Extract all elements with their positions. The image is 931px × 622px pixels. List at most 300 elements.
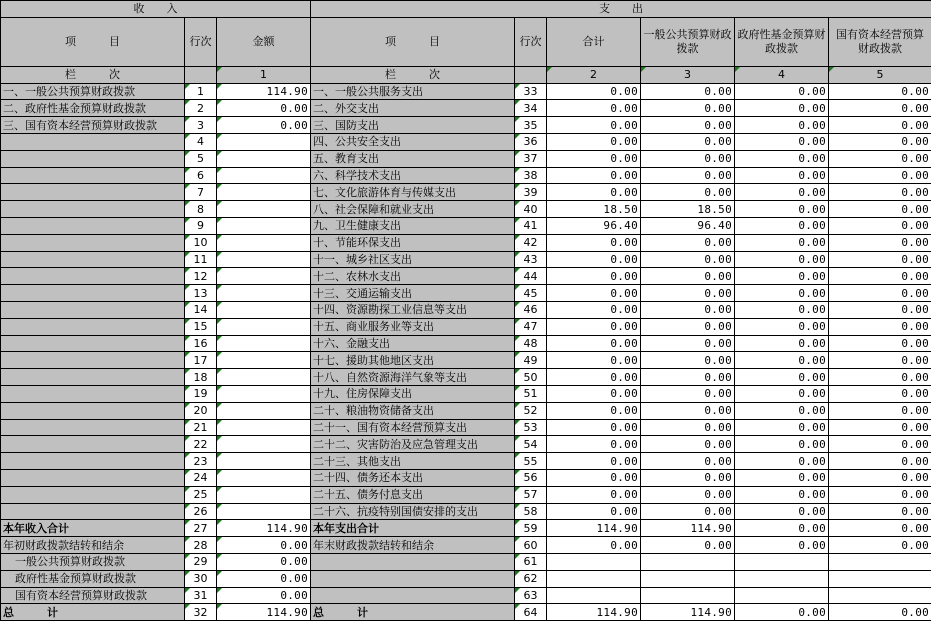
table-row xyxy=(1,570,931,587)
expense-state[interactable]: 0.00 xyxy=(829,251,931,268)
table-row xyxy=(1,352,931,369)
expense-total[interactable]: 0.00 xyxy=(547,133,641,150)
expense-state[interactable]: 0.00 xyxy=(829,268,931,285)
expense-state[interactable]: 0.00 xyxy=(829,301,931,318)
table-row xyxy=(1,537,931,554)
income-line-no: 13 xyxy=(185,285,217,302)
expense-fund[interactable]: 0.00 xyxy=(735,117,829,134)
income-amount[interactable] xyxy=(217,201,311,218)
expense-fund[interactable]: 0.00 xyxy=(735,150,829,167)
table-row xyxy=(1,184,931,201)
expense-fund[interactable]: 0.00 xyxy=(735,268,829,285)
expense-label: 五、教育支出 xyxy=(311,150,515,167)
column-index-row xyxy=(1,66,931,83)
income-amount[interactable] xyxy=(217,167,311,184)
income-line-no: 16 xyxy=(185,335,217,352)
expense-state[interactable]: 0.00 xyxy=(829,201,931,218)
expense-label xyxy=(311,570,515,587)
expense-state[interactable]: 0.00 xyxy=(829,100,931,117)
expense-general[interactable]: 0.00 xyxy=(641,352,735,369)
income-amount[interactable]: 0.00 xyxy=(217,570,311,587)
expense-line-no: 39 xyxy=(515,184,547,201)
income-label xyxy=(1,385,185,402)
income-amount[interactable]: 0.00 xyxy=(217,537,311,554)
income-line-no: 27 xyxy=(185,520,217,537)
income-label xyxy=(1,469,185,486)
expense-label: 六、科学技术支出 xyxy=(311,167,515,184)
income-label xyxy=(1,167,185,184)
expense-total[interactable]: 0.00 xyxy=(547,469,641,486)
expense-label xyxy=(311,587,515,604)
income-line-no: 2 xyxy=(185,100,217,117)
expense-state[interactable]: 0.00 xyxy=(829,486,931,503)
income-line-no: 28 xyxy=(185,537,217,554)
expense-line-no: 50 xyxy=(515,369,547,386)
table-row xyxy=(1,553,931,570)
table-row xyxy=(1,385,931,402)
income-header: 收 入 xyxy=(1,1,311,18)
expense-line-no: 44 xyxy=(515,268,547,285)
expense-total[interactable]: 0.00 xyxy=(547,184,641,201)
expense-general[interactable] xyxy=(641,570,735,587)
table-row xyxy=(1,133,931,150)
income-amount[interactable]: 0.00 xyxy=(217,117,311,134)
expense-general[interactable] xyxy=(641,587,735,604)
expense-total[interactable]: 0.00 xyxy=(547,352,641,369)
expense-total[interactable]: 0.00 xyxy=(547,419,641,436)
income-label xyxy=(1,234,185,251)
expense-general[interactable]: 0.00 xyxy=(641,385,735,402)
expense-total[interactable]: 0.00 xyxy=(547,318,641,335)
expense-fund[interactable]: 0.00 xyxy=(735,201,829,218)
expense-label: 总 计 xyxy=(311,604,515,621)
expense-fund[interactable]: 0.00 xyxy=(735,318,829,335)
income-label xyxy=(1,251,185,268)
expense-line-no: 35 xyxy=(515,117,547,134)
income-label: 一般公共预算财政拨款 xyxy=(1,553,185,570)
expense-total[interactable]: 0.00 xyxy=(547,486,641,503)
expense-general[interactable]: 0.00 xyxy=(641,453,735,470)
income-amount[interactable] xyxy=(217,503,311,520)
expense-fund[interactable]: 0.00 xyxy=(735,436,829,453)
income-amount[interactable] xyxy=(217,285,311,302)
table-row xyxy=(1,402,931,419)
expense-total[interactable]: 0.00 xyxy=(547,369,641,386)
expense-total[interactable]: 0.00 xyxy=(547,268,641,285)
income-amount-header: 金额 xyxy=(217,17,311,66)
expense-state[interactable]: 0.00 xyxy=(829,469,931,486)
expense-state[interactable]: 0.00 xyxy=(829,369,931,386)
income-line-no: 15 xyxy=(185,318,217,335)
expense-fund[interactable]: 0.00 xyxy=(735,285,829,302)
expense-total[interactable]: 0.00 xyxy=(547,436,641,453)
income-line-no: 31 xyxy=(185,587,217,604)
income-label xyxy=(1,133,185,150)
table-row xyxy=(1,217,931,234)
income-line-no: 17 xyxy=(185,352,217,369)
expense-state[interactable]: 0.00 xyxy=(829,83,931,100)
income-line-no: 5 xyxy=(185,150,217,167)
income-amount[interactable] xyxy=(217,369,311,386)
income-amount[interactable]: 0.00 xyxy=(217,587,311,604)
expense-fund[interactable] xyxy=(735,587,829,604)
income-line-no: 19 xyxy=(185,385,217,402)
expense-total[interactable]: 0.00 xyxy=(547,251,641,268)
expense-total[interactable]: 0.00 xyxy=(547,453,641,470)
income-label xyxy=(1,486,185,503)
table-row xyxy=(1,436,931,453)
expense-general[interactable]: 0.00 xyxy=(641,419,735,436)
expense-state[interactable]: 0.00 xyxy=(829,184,931,201)
income-label xyxy=(1,301,185,318)
expense-fund[interactable]: 0.00 xyxy=(735,486,829,503)
expense-general[interactable]: 0.00 xyxy=(641,268,735,285)
income-amount[interactable] xyxy=(217,251,311,268)
expense-fund[interactable]: 0.00 xyxy=(735,335,829,352)
income-line-no: 8 xyxy=(185,201,217,218)
expense-total[interactable]: 0.00 xyxy=(547,100,641,117)
table-row xyxy=(1,251,931,268)
expense-total[interactable]: 0.00 xyxy=(547,234,641,251)
income-label: 年初财政拨款结转和结余 xyxy=(1,537,185,554)
state-capital-header: 国有资本经营预算财政拨款 xyxy=(829,17,931,66)
expense-fund[interactable]: 0.00 xyxy=(735,419,829,436)
expense-fund[interactable]: 0.00 xyxy=(735,133,829,150)
expense-general[interactable]: 0.00 xyxy=(641,100,735,117)
expense-general[interactable]: 0.00 xyxy=(641,83,735,100)
expense-state[interactable]: 0.00 xyxy=(829,453,931,470)
expense-line-no: 33 xyxy=(515,83,547,100)
expense-label: 二十一、国有资本经营预算支出 xyxy=(311,419,515,436)
expense-general[interactable]: 0.00 xyxy=(641,167,735,184)
income-amount[interactable] xyxy=(217,234,311,251)
expense-total[interactable]: 114.90 xyxy=(547,520,641,537)
expense-label: 二十、粮油物资储备支出 xyxy=(311,402,515,419)
expense-line-no: 59 xyxy=(515,520,547,537)
col-index-5: 5 xyxy=(829,66,931,83)
income-label xyxy=(1,285,185,302)
expense-header: 支 出 xyxy=(311,1,931,18)
expense-label: 十二、农林水支出 xyxy=(311,268,515,285)
expense-state[interactable]: 0.00 xyxy=(829,537,931,554)
expense-general[interactable]: 0.00 xyxy=(641,436,735,453)
income-line-no: 7 xyxy=(185,184,217,201)
table-row xyxy=(1,419,931,436)
expense-state[interactable]: 0.00 xyxy=(829,402,931,419)
income-label: 政府性基金预算财政拨款 xyxy=(1,570,185,587)
expense-fund[interactable]: 0.00 xyxy=(735,604,829,621)
expense-fund[interactable]: 0.00 xyxy=(735,385,829,402)
expense-general[interactable]: 0.00 xyxy=(641,117,735,134)
income-line-no: 22 xyxy=(185,436,217,453)
expense-label: 十、节能环保支出 xyxy=(311,234,515,251)
expense-line-no: 54 xyxy=(515,436,547,453)
expense-label: 十四、资源勘探工业信息等支出 xyxy=(311,301,515,318)
expense-state[interactable]: 0.00 xyxy=(829,520,931,537)
income-amount[interactable] xyxy=(217,436,311,453)
expense-total[interactable] xyxy=(547,553,641,570)
expense-fund[interactable]: 0.00 xyxy=(735,100,829,117)
expense-fund[interactable] xyxy=(735,570,829,587)
expense-general[interactable]: 0.00 xyxy=(641,402,735,419)
income-line-header: 行次 xyxy=(185,17,217,66)
expense-state[interactable]: 0.00 xyxy=(829,503,931,520)
income-label xyxy=(1,352,185,369)
income-amount[interactable]: 114.90 xyxy=(217,604,311,621)
expense-item-header: 项 目 xyxy=(311,17,515,66)
expense-fund[interactable]: 0.00 xyxy=(735,167,829,184)
expense-total-header: 合计 xyxy=(547,17,641,66)
income-label: 总 计 xyxy=(1,604,185,621)
table-row xyxy=(1,201,931,218)
expense-general[interactable]: 0.00 xyxy=(641,318,735,335)
income-amount[interactable]: 114.90 xyxy=(217,83,311,100)
expense-state[interactable] xyxy=(829,570,931,587)
expense-state[interactable] xyxy=(829,553,931,570)
income-amount[interactable] xyxy=(217,133,311,150)
expense-line-no: 34 xyxy=(515,100,547,117)
table-row xyxy=(1,453,931,470)
expense-line-no: 37 xyxy=(515,150,547,167)
expense-fund[interactable]: 0.00 xyxy=(735,537,829,554)
income-line-no: 14 xyxy=(185,301,217,318)
income-line-no: 25 xyxy=(185,486,217,503)
expense-general[interactable]: 0.00 xyxy=(641,285,735,302)
expense-total[interactable]: 0.00 xyxy=(547,150,641,167)
income-label: 国有资本经营预算财政拨款 xyxy=(1,587,185,604)
expense-line-no: 57 xyxy=(515,486,547,503)
expense-total[interactable]: 0.00 xyxy=(547,385,641,402)
expense-fund[interactable]: 0.00 xyxy=(735,234,829,251)
table-row xyxy=(1,587,931,604)
income-amount[interactable] xyxy=(217,301,311,318)
expense-general[interactable]: 0.00 xyxy=(641,469,735,486)
expense-total[interactable]: 0.00 xyxy=(547,167,641,184)
expense-label: 十九、住房保障支出 xyxy=(311,385,515,402)
income-line-no: 1 xyxy=(185,83,217,100)
expense-label: 二十五、债务付息支出 xyxy=(311,486,515,503)
expense-fund[interactable]: 0.00 xyxy=(735,184,829,201)
income-line-no: 23 xyxy=(185,453,217,470)
expense-total[interactable]: 0.00 xyxy=(547,503,641,520)
income-amount[interactable]: 0.00 xyxy=(217,100,311,117)
expense-state[interactable]: 0.00 xyxy=(829,419,931,436)
fund-budget-header: 政府性基金预算财政拨款 xyxy=(735,17,829,66)
table-row xyxy=(1,117,931,134)
expense-state[interactable]: 0.00 xyxy=(829,385,931,402)
income-amount[interactable] xyxy=(217,419,311,436)
table-row xyxy=(1,503,931,520)
expense-general[interactable]: 0.00 xyxy=(641,503,735,520)
income-label xyxy=(1,268,185,285)
expense-label: 一、一般公共服务支出 xyxy=(311,83,515,100)
expense-state[interactable]: 0.00 xyxy=(829,285,931,302)
expense-state[interactable]: 0.00 xyxy=(829,604,931,621)
expense-line-no: 62 xyxy=(515,570,547,587)
col-index-4: 4 xyxy=(735,66,829,83)
expense-general[interactable]: 0.00 xyxy=(641,133,735,150)
expense-general[interactable]: 0.00 xyxy=(641,251,735,268)
income-amount[interactable] xyxy=(217,150,311,167)
expense-line-no: 64 xyxy=(515,604,547,621)
expense-fund[interactable]: 0.00 xyxy=(735,251,829,268)
expense-line-no: 40 xyxy=(515,201,547,218)
expense-label: 十五、商业服务业等支出 xyxy=(311,318,515,335)
income-label xyxy=(1,369,185,386)
expense-fund[interactable]: 0.00 xyxy=(735,520,829,537)
expense-general[interactable]: 0.00 xyxy=(641,486,735,503)
expense-state[interactable]: 0.00 xyxy=(829,133,931,150)
expense-fund[interactable]: 0.00 xyxy=(735,453,829,470)
expense-general[interactable]: 0.00 xyxy=(641,537,735,554)
expense-label: 本年支出合计 xyxy=(311,520,515,537)
expense-total[interactable]: 96.40 xyxy=(547,217,641,234)
expense-line-no: 47 xyxy=(515,318,547,335)
expense-total[interactable]: 0.00 xyxy=(547,285,641,302)
income-line-no: 10 xyxy=(185,234,217,251)
expense-line-no: 52 xyxy=(515,402,547,419)
expense-general[interactable]: 0.00 xyxy=(641,184,735,201)
expense-label: 十六、金融支出 xyxy=(311,335,515,352)
income-label xyxy=(1,150,185,167)
expense-label: 八、社会保障和就业支出 xyxy=(311,201,515,218)
income-amount[interactable] xyxy=(217,217,311,234)
income-amount[interactable] xyxy=(217,268,311,285)
expense-state[interactable]: 0.00 xyxy=(829,352,931,369)
income-label xyxy=(1,419,185,436)
expense-total[interactable]: 114.90 xyxy=(547,604,641,621)
expense-general[interactable]: 114.90 xyxy=(641,520,735,537)
expense-label: 年末财政拨款结转和结余 xyxy=(311,537,515,554)
income-amount[interactable] xyxy=(217,486,311,503)
expense-general[interactable]: 0.00 xyxy=(641,335,735,352)
table-row xyxy=(1,369,931,386)
income-amount[interactable] xyxy=(217,352,311,369)
expense-label: 十七、援助其他地区支出 xyxy=(311,352,515,369)
expense-general[interactable]: 114.90 xyxy=(641,604,735,621)
expense-fund[interactable] xyxy=(735,553,829,570)
expense-general[interactable]: 0.00 xyxy=(641,301,735,318)
expense-fund[interactable]: 0.00 xyxy=(735,83,829,100)
expense-line-no: 43 xyxy=(515,251,547,268)
expense-state[interactable]: 0.00 xyxy=(829,318,931,335)
expense-fund[interactable]: 0.00 xyxy=(735,503,829,520)
expense-line-no: 63 xyxy=(515,587,547,604)
header-row-2 xyxy=(1,17,931,66)
income-label xyxy=(1,217,185,234)
income-label xyxy=(1,318,185,335)
income-line-no: 9 xyxy=(185,217,217,234)
expense-total[interactable]: 0.00 xyxy=(547,301,641,318)
expense-total[interactable]: 0.00 xyxy=(547,335,641,352)
expense-state[interactable]: 0.00 xyxy=(829,150,931,167)
expense-total[interactable] xyxy=(547,587,641,604)
expense-state[interactable]: 0.00 xyxy=(829,117,931,134)
table-row xyxy=(1,234,931,251)
table-row xyxy=(1,83,931,100)
expense-line-no: 61 xyxy=(515,553,547,570)
expense-line-no: 48 xyxy=(515,335,547,352)
expense-label: 二十四、债务还本支出 xyxy=(311,469,515,486)
expense-total[interactable] xyxy=(547,570,641,587)
expense-total[interactable]: 0.00 xyxy=(547,117,641,134)
expense-state[interactable] xyxy=(829,587,931,604)
expense-fund[interactable]: 0.00 xyxy=(735,217,829,234)
expense-total[interactable]: 0.00 xyxy=(547,83,641,100)
expense-label: 二十三、其他支出 xyxy=(311,453,515,470)
expense-total[interactable]: 18.50 xyxy=(547,201,641,218)
expense-total[interactable]: 0.00 xyxy=(547,537,641,554)
expense-general[interactable] xyxy=(641,553,735,570)
income-line-no: 6 xyxy=(185,167,217,184)
income-label xyxy=(1,453,185,470)
expense-line-no: 53 xyxy=(515,419,547,436)
table-row xyxy=(1,318,931,335)
col-index-3: 3 xyxy=(641,66,735,83)
expense-general[interactable]: 18.50 xyxy=(641,201,735,218)
income-label xyxy=(1,184,185,201)
expense-fund[interactable]: 0.00 xyxy=(735,301,829,318)
income-label: 二、政府性基金预算财政拨款 xyxy=(1,100,185,117)
income-line-no: 32 xyxy=(185,604,217,621)
expense-fund[interactable]: 0.00 xyxy=(735,469,829,486)
table-row xyxy=(1,301,931,318)
income-amount[interactable]: 114.90 xyxy=(217,520,311,537)
income-amount[interactable] xyxy=(217,335,311,352)
expense-fund[interactable]: 0.00 xyxy=(735,402,829,419)
income-amount[interactable] xyxy=(217,318,311,335)
table-row xyxy=(1,520,931,537)
expense-general[interactable]: 96.40 xyxy=(641,217,735,234)
expense-state[interactable]: 0.00 xyxy=(829,335,931,352)
expense-label: 七、文化旅游体育与传媒支出 xyxy=(311,184,515,201)
expense-state[interactable]: 0.00 xyxy=(829,436,931,453)
expense-state[interactable]: 0.00 xyxy=(829,234,931,251)
income-label xyxy=(1,503,185,520)
general-budget-header: 一般公共预算财政拨款 xyxy=(641,17,735,66)
expense-label: 四、公共安全支出 xyxy=(311,133,515,150)
expense-line-no: 42 xyxy=(515,234,547,251)
expense-state[interactable]: 0.00 xyxy=(829,167,931,184)
expense-general[interactable]: 0.00 xyxy=(641,234,735,251)
income-line-no: 29 xyxy=(185,553,217,570)
expense-line-no: 38 xyxy=(515,167,547,184)
lanci-right: 栏 次 xyxy=(311,66,515,83)
expense-label: 九、卫生健康支出 xyxy=(311,217,515,234)
expense-total[interactable]: 0.00 xyxy=(547,402,641,419)
expense-general[interactable]: 0.00 xyxy=(641,150,735,167)
income-amount[interactable] xyxy=(217,402,311,419)
income-line-no: 26 xyxy=(185,503,217,520)
income-amount[interactable] xyxy=(217,469,311,486)
income-amount[interactable] xyxy=(217,385,311,402)
income-line-no: 30 xyxy=(185,570,217,587)
expense-fund[interactable]: 0.00 xyxy=(735,369,829,386)
income-amount[interactable] xyxy=(217,184,311,201)
expense-line-no: 51 xyxy=(515,385,547,402)
income-line-no: 11 xyxy=(185,251,217,268)
income-amount[interactable] xyxy=(217,453,311,470)
income-label xyxy=(1,335,185,352)
income-label xyxy=(1,402,185,419)
table-row xyxy=(1,268,931,285)
expense-general[interactable]: 0.00 xyxy=(641,369,735,386)
table-row xyxy=(1,469,931,486)
income-line-no: 3 xyxy=(185,117,217,134)
income-amount[interactable]: 0.00 xyxy=(217,553,311,570)
expense-state[interactable]: 0.00 xyxy=(829,217,931,234)
expense-fund[interactable]: 0.00 xyxy=(735,352,829,369)
